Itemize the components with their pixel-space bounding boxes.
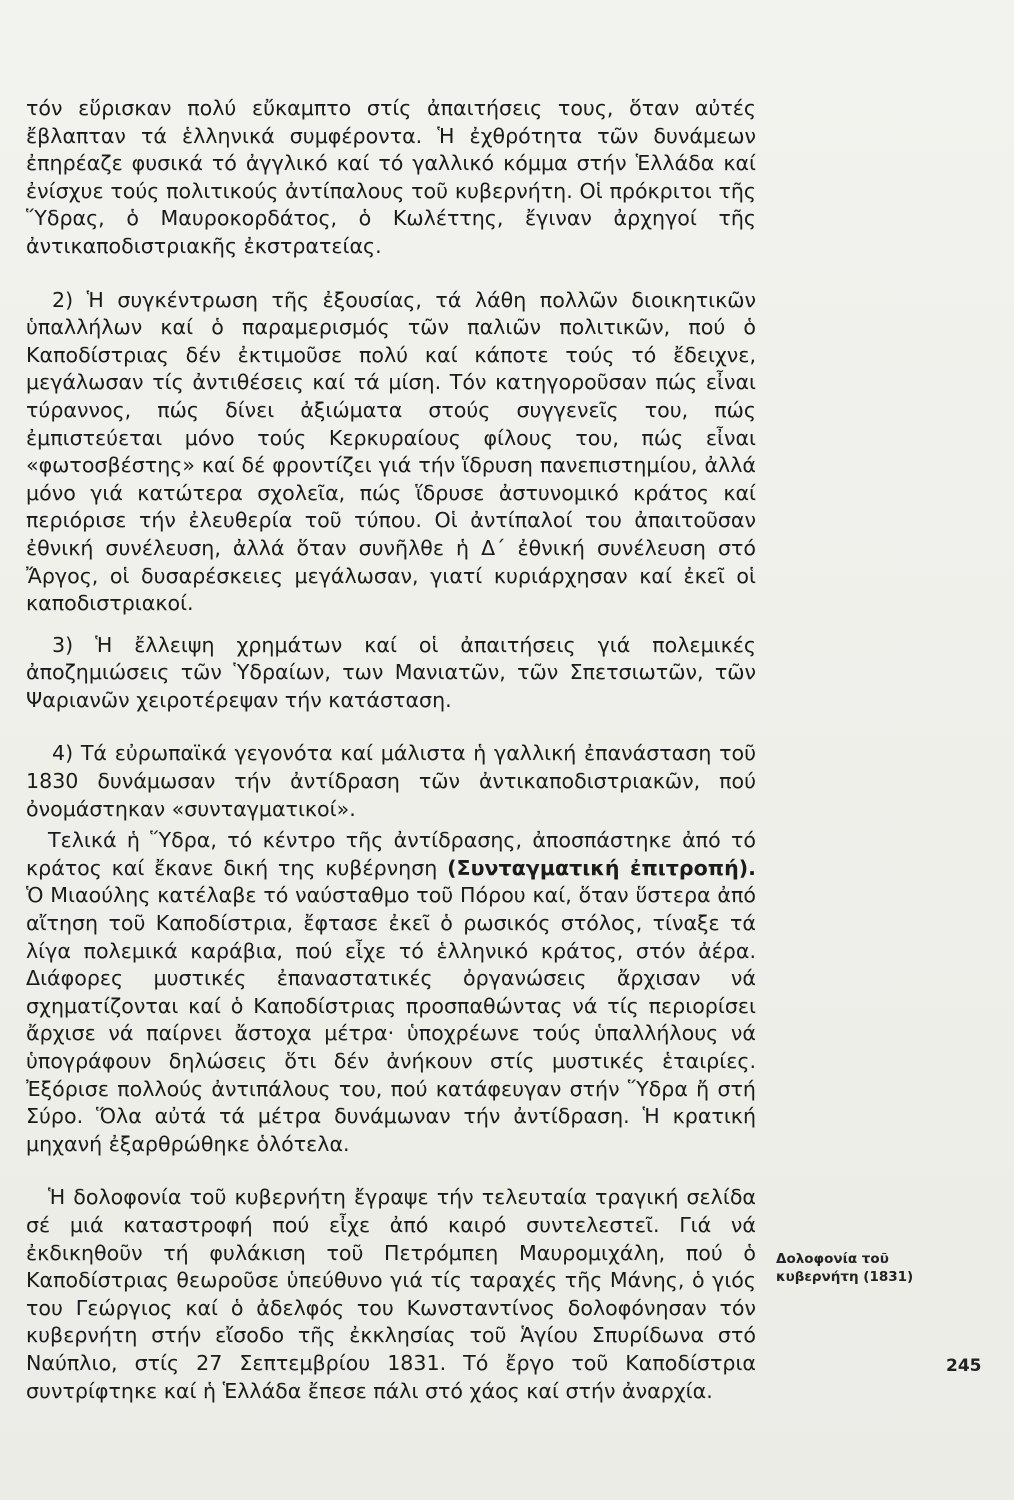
margin-note-line-2: κυβερνήτη (1831)	[776, 1269, 914, 1285]
paragraph-point-4: 4) Τά εὐρωπαϊκά γεγονότα καί μάλιστα ἡ γαλλική ἐπανάσταση τοῦ 1830 δυνάμωσαν τήν ἀντίδραση τῶν ἀντικαποδιστριακῶν, πού ὀνομάστηκαν «συνταγματικοί».	[26, 741, 756, 821]
margin-note	[776, 1250, 946, 1286]
paragraph-hydra-rest: Ὁ Μιαούλης κατέλαβε τό ναύσταθμο τοῦ Πόρου καί, ὅταν ὕστερα ἀπό αἴτηση τοῦ Καποδίστρια, ἔφτασε ἐκεῖ ὁ ρωσικός στόλος, τίναξε τά λίγα πολεμικά καράβια, πού εἶχε τό ἑλληνικό κράτος, στόν ἀέρα. Διάφορες μυστικές ἐπαναστατικές ὀργανώσεις ἄρχισαν νά σχηματίζονται καί ὁ Καποδίστριας προσπαθώντας νά τίς περιορίσει ἄρχισε νά παίρνει ἄστοχα μέτρα· ὑποχρέωνε τούς ὑπαλλήλους νά ὑπογράφουν δηλώσεις ὅτι δέν ἀνήκουν στίς μυστικές ἑταιρίες. Ἐξόρισε πολλούς ἀντιπάλους του, πού κατάφευγαν στήν Ὕδρα ἤ στή Σύρο. Ὅλα αὐτά τά μέτρα δυνάμωναν τήν ἀντίδραση. Ἡ κρατική μηχανή ἐξαρθρώθηκε ὁλότελα.	[26, 883, 756, 1156]
paragraph-point-2: 2) Ἡ συγκέντρωση τῆς ἐξουσίας, τά λάθη πολλῶν διοικητικῶν ὑπαλλήλων καί ὁ παραμερισμός τῶν παλιῶν πολιτικῶν, πού ὁ Καποδίστριας δέν ἐκτιμοῦσε πολύ καί κάποτε τούς τό ἔδειχνε, μεγάλωσαν τίς ἀντιθέσεις καί τά μίση. Τόν κατηγοροῦσαν πώς εἶναι τύραννος, πώς δίνει ἀξιώματα στούς συγγενεῖς του, πώς ἐμπιστεύεται μόνο τούς Κερκυραίους φίλους του, πώς εἶναι «φωτοσβέστης» καί δέ φροντίζει γιά τήν ἵδρυση πανεπιστημίου, ἀλλά μόνο γιά κατώτερα σχολεῖα, πώς ἵδρυσε ἀστυνομικό κράτος καί περιόρισε τήν ἐλευθερία τοῦ τύπου. Οἱ ἀντίπαλοί του ἀπαιτοῦσαν ἐθνική συνέλευση, ἀλλά ὅταν συνῆλθε ἡ Δ΄ ἐθνική συνέλευση στό Ἄργος, οἱ δυσαρέσκειες μεγάλωσαν, γιατί κυριάρχησαν καί ἐκεῖ οἱ καποδιστριακοί.	[26, 287, 756, 616]
paragraph-hydra-start: Τελικά ἡ Ὕδρα, τό κέντρο τῆς ἀντίδρασης, ἀποσπάστηκε ἀπό τό κράτος καί ἔκανε δική της κυβέρνηση	[26, 828, 756, 880]
page-number: 245	[946, 1356, 982, 1376]
paragraph-intro: τόν εὕρισκαν πολύ εὔκαμπτο στίς ἀπαιτήσεις τους, ὅταν αὐτές ἔβλαπταν τά ἑλληνικά συμφέροντα. Ἡ ἐχθρότητα τῶν δυνάμεων ἐπηρέαζε φυσικά τό ἀγγλικό καί τό γαλλικό κόμμα στήν Ἑλλάδα καί ἐνίσχυε τούς πολιτικούς ἀντίπαλους τοῦ κυβερνήτη. Οἱ πρόκριτοι τῆς Ὕδρας, ὁ Μαυροκορδάτος, ὁ Κωλέττης, ἔγιναν ἀρχηγοί τῆς ἀντικαποδιστριακῆς ἐκστρατείας.	[26, 96, 756, 258]
constitutional-committee-term: (Συνταγματική ἐπιτροπή).	[447, 855, 756, 880]
paragraph-point-3: 3) Ἡ ἔλλειψη χρημάτων καί οἱ ἀπαιτήσεις γιά πολεμικές ἀποζημιώσεις τῶν Ὑδραίων, των Μανιατῶν, τῶν Σπετσιωτῶν, τῶν Ψαριανῶν χειροτέρεψαν τήν κατάσταση.	[26, 632, 756, 712]
paragraph-assassination: Ἡ δολοφονία τοῦ κυβερνήτη ἔγραψε τήν τελευταία τραγική σελίδα σέ μιά καταστροφή πού εἶχε ἀπό καιρό συντελεστεῖ. Γιά νά ἐκδικηθοῦν τή φυλάκιση τοῦ Πετρόμπεη Μαυρομιχάλη, πού ὁ Καποδίστριας θεωροῦσε ὑπεύθυνο γιά τίς ταραχές τῆς Μάνης, ὁ γιός του Γεώργιος καί ὁ ἀδελφός του Κωνσταντίνος δολοφόνησαν τόν κυβερνήτη στήν εἴσοδο τῆς ἐκκλησίας τοῦ Ἁγίου Σπυρίδωνα στό Ναύπλιο, στίς 27 Σεπτεμβρίου 1831. Τό ἔργο τοῦ Καποδίστρια συντρίφτηκε καί ἡ Ἑλλάδα ἔπεσε πάλι στό χάος καί στήν ἀναρχία.	[26, 1185, 756, 1403]
paragraph-hydra	[26, 827, 756, 1158]
main-text-column	[26, 95, 756, 1405]
margin-note-line-1: Δολοφονία τοῦ	[776, 1251, 889, 1267]
